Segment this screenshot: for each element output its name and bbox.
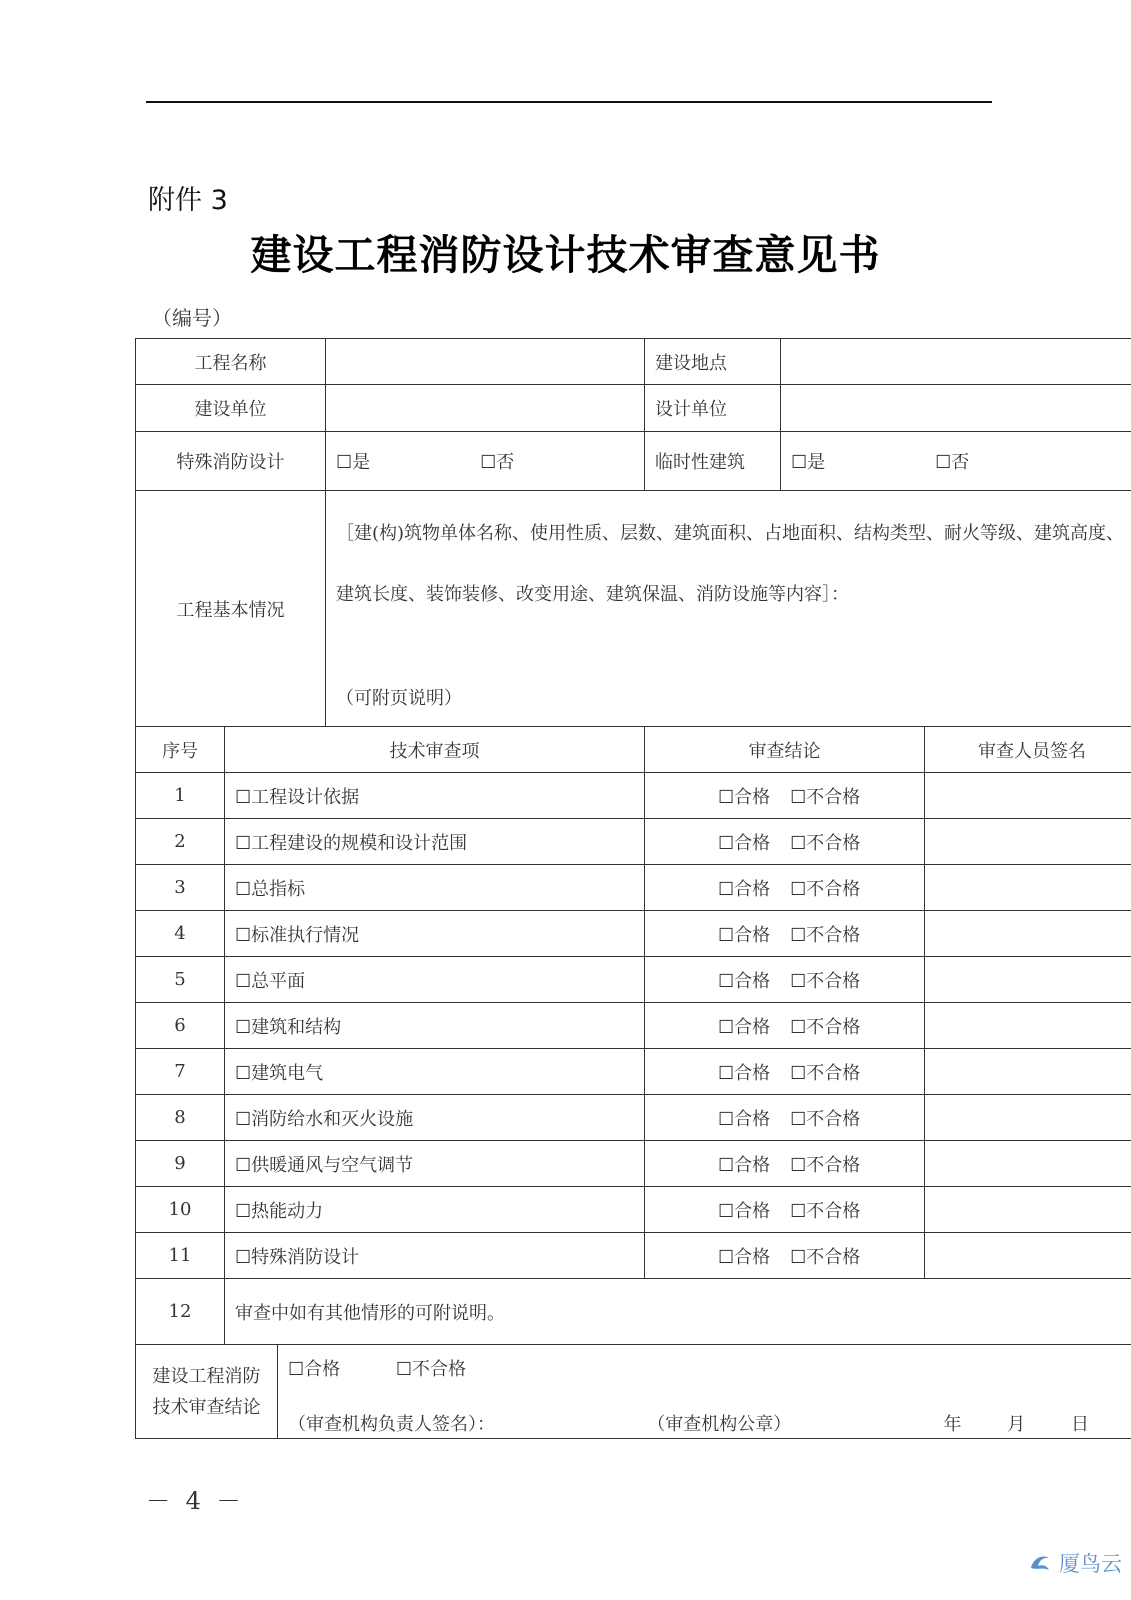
row-number: 2 bbox=[136, 819, 225, 865]
conclusion-cell bbox=[645, 1003, 925, 1049]
pass-checkbox[interactable]: ☐合格 bbox=[718, 832, 771, 854]
row-number: 6 bbox=[136, 1003, 225, 1049]
final-conclusion-label bbox=[136, 1345, 278, 1439]
review-form-table bbox=[135, 338, 1131, 1439]
project-name-row bbox=[136, 339, 1131, 385]
signature-line bbox=[288, 1410, 1129, 1436]
final-conclusion-options bbox=[288, 1351, 1129, 1410]
other-notes-row bbox=[136, 1279, 1131, 1345]
pass-checkbox[interactable]: ☐合格 bbox=[718, 1154, 771, 1176]
reviewer-signature-field[interactable] bbox=[925, 911, 1131, 957]
document-title: 建设工程消防设计技术审查意见书 bbox=[250, 231, 881, 279]
other-notes-field[interactable]: 审查中如有其他情形的可附说明。 bbox=[225, 1279, 1131, 1345]
review-item-checkbox[interactable]: ☐消防给水和灭火设施 bbox=[225, 1095, 645, 1141]
fail-checkbox[interactable]: ☐不合格 bbox=[790, 1108, 861, 1130]
review-row bbox=[136, 865, 1131, 911]
header-number: 序号 bbox=[136, 727, 225, 773]
conclusion-cell bbox=[645, 1049, 925, 1095]
special-design-no-checkbox[interactable]: ☐否 bbox=[480, 452, 515, 473]
location-field[interactable] bbox=[781, 339, 1131, 385]
review-item-checkbox[interactable]: ☐建筑和结构 bbox=[225, 1003, 645, 1049]
row-number: 12 bbox=[136, 1279, 225, 1345]
review-header-row bbox=[136, 727, 1131, 773]
basic-info-note: （可附页说明） bbox=[336, 688, 462, 709]
pass-checkbox[interactable]: ☐合格 bbox=[718, 786, 771, 808]
review-row bbox=[136, 1187, 1131, 1233]
review-row bbox=[136, 1003, 1131, 1049]
final-conclusion-cell bbox=[278, 1345, 1131, 1439]
fail-checkbox[interactable]: ☐不合格 bbox=[790, 1154, 861, 1176]
temp-building-no-checkbox[interactable]: ☐否 bbox=[935, 452, 970, 473]
final-conclusion-label-line1: 建设工程消防 bbox=[152, 1365, 261, 1387]
fail-checkbox[interactable]: ☐不合格 bbox=[790, 1200, 861, 1222]
design-unit-field[interactable] bbox=[781, 385, 1131, 432]
special-design-options bbox=[326, 432, 645, 491]
design-unit-label: 设计单位 bbox=[645, 385, 781, 432]
reviewer-signature-field[interactable] bbox=[925, 1141, 1131, 1187]
pass-checkbox[interactable]: ☐合格 bbox=[718, 1108, 771, 1130]
row-number: 10 bbox=[136, 1187, 225, 1233]
temp-building-yes-checkbox[interactable]: ☐是 bbox=[791, 452, 826, 473]
conclusion-cell bbox=[645, 911, 925, 957]
review-item-checkbox[interactable]: ☐特殊消防设计 bbox=[225, 1233, 645, 1279]
reviewer-signature-field[interactable] bbox=[925, 1233, 1131, 1279]
review-row bbox=[136, 819, 1131, 865]
unit-row bbox=[136, 385, 1131, 432]
header-reviewer-signature: 审查人员签名 bbox=[925, 727, 1131, 773]
conclusion-cell bbox=[645, 1187, 925, 1233]
project-name-label: 工程名称 bbox=[136, 339, 326, 385]
review-item-checkbox[interactable]: ☐标准执行情况 bbox=[225, 911, 645, 957]
row-number: 8 bbox=[136, 1095, 225, 1141]
reviewer-signature-field[interactable] bbox=[925, 1003, 1131, 1049]
basic-info-instructions: ［建(构)筑物单体名称、使用性质、层数、建筑面积、占地面积、结构类型、耐火等级、建筑高度、建筑长度、装饰装修、改变用途、建筑保温、消防设施等内容］： bbox=[336, 523, 1125, 605]
review-item-checkbox[interactable]: ☐总指标 bbox=[225, 865, 645, 911]
review-row bbox=[136, 1095, 1131, 1141]
row-number: 3 bbox=[136, 865, 225, 911]
row-number: 4 bbox=[136, 911, 225, 957]
special-design-yes-checkbox[interactable]: ☐是 bbox=[336, 452, 371, 473]
conclusion-cell bbox=[645, 773, 925, 819]
review-item-checkbox[interactable]: ☐供暖通风与空气调节 bbox=[225, 1141, 645, 1187]
fail-checkbox[interactable]: ☐不合格 bbox=[790, 1246, 861, 1268]
special-design-label: 特殊消防设计 bbox=[136, 432, 326, 491]
month-label[interactable]: 月 bbox=[1007, 1414, 1026, 1435]
build-unit-field[interactable] bbox=[326, 385, 645, 432]
bird-logo-icon bbox=[1025, 1548, 1055, 1578]
day-label[interactable]: 日 bbox=[1071, 1414, 1089, 1435]
row-number: 1 bbox=[136, 773, 225, 819]
row-number: 9 bbox=[136, 1141, 225, 1187]
pass-checkbox[interactable]: ☐合格 bbox=[718, 1016, 771, 1038]
review-row bbox=[136, 957, 1131, 1003]
review-row bbox=[136, 1233, 1131, 1279]
review-row bbox=[136, 773, 1131, 819]
review-item-checkbox[interactable]: ☐建筑电气 bbox=[225, 1049, 645, 1095]
pass-checkbox[interactable]: ☐合格 bbox=[718, 878, 771, 900]
fail-checkbox[interactable]: ☐不合格 bbox=[790, 878, 861, 900]
final-conclusion-row bbox=[136, 1345, 1131, 1439]
special-design-row bbox=[136, 432, 1131, 491]
agency-head-signature-label[interactable]: （审查机构负责人签名）： bbox=[288, 1414, 495, 1435]
final-conclusion-label-line2: 技术审查结论 bbox=[152, 1396, 261, 1418]
attachment-label: 附件 3 bbox=[148, 185, 228, 216]
fail-checkbox[interactable]: ☐不合格 bbox=[790, 1062, 861, 1084]
date-fields bbox=[944, 1410, 1089, 1436]
page-number: － 4 － bbox=[146, 1487, 245, 1515]
reviewer-signature-field[interactable] bbox=[925, 1187, 1131, 1233]
conclusion-cell bbox=[645, 1141, 925, 1187]
year-label[interactable]: 年 bbox=[943, 1414, 962, 1435]
reviewer-signature-field[interactable] bbox=[925, 773, 1131, 819]
location-label: 建设地点 bbox=[645, 339, 781, 385]
fail-checkbox[interactable]: ☐不合格 bbox=[790, 832, 861, 854]
pass-checkbox[interactable]: ☐合格 bbox=[718, 1246, 771, 1268]
reviewer-signature-field[interactable] bbox=[925, 1049, 1131, 1095]
review-row bbox=[136, 1141, 1131, 1187]
fail-checkbox[interactable]: ☐不合格 bbox=[790, 970, 861, 992]
temp-building-label: 临时性建筑 bbox=[645, 432, 781, 491]
reviewer-signature-field[interactable] bbox=[925, 957, 1131, 1003]
header-review-item: 技术审查项 bbox=[225, 727, 645, 773]
watermark-logo bbox=[1025, 1548, 1122, 1578]
fail-checkbox[interactable]: ☐不合格 bbox=[790, 786, 861, 808]
reviewer-signature-field[interactable] bbox=[925, 1095, 1131, 1141]
pass-checkbox[interactable]: ☐合格 bbox=[718, 924, 771, 946]
fail-checkbox[interactable]: ☐不合格 bbox=[790, 1016, 861, 1038]
conclusion-cell bbox=[645, 819, 925, 865]
basic-info-field[interactable] bbox=[326, 491, 1131, 727]
agency-seal-label: （审查机构公章） bbox=[647, 1414, 792, 1435]
pass-checkbox[interactable]: ☐合格 bbox=[718, 970, 771, 992]
build-unit-label: 建设单位 bbox=[136, 385, 326, 432]
project-name-field[interactable] bbox=[326, 339, 645, 385]
header-conclusion: 审查结论 bbox=[645, 727, 925, 773]
row-number: 11 bbox=[136, 1233, 225, 1279]
basic-info-label: 工程基本情况 bbox=[136, 491, 326, 727]
basic-info-row bbox=[136, 491, 1131, 727]
conclusion-cell bbox=[645, 957, 925, 1003]
conclusion-cell bbox=[645, 1233, 925, 1279]
review-item-checkbox[interactable]: ☐工程建设的规模和设计范围 bbox=[225, 819, 645, 865]
row-number: 5 bbox=[136, 957, 225, 1003]
temp-building-options bbox=[781, 432, 1131, 491]
conclusion-cell bbox=[645, 865, 925, 911]
review-row bbox=[136, 1049, 1131, 1095]
row-number: 7 bbox=[136, 1049, 225, 1095]
review-item-checkbox[interactable]: ☐热能动力 bbox=[225, 1187, 645, 1233]
reviewer-signature-field[interactable] bbox=[925, 865, 1131, 911]
final-fail-checkbox[interactable]: ☐不合格 bbox=[395, 1359, 467, 1380]
review-item-checkbox[interactable]: ☐总平面 bbox=[225, 957, 645, 1003]
conclusion-cell bbox=[645, 1095, 925, 1141]
final-pass-checkbox[interactable]: ☐合格 bbox=[288, 1359, 341, 1380]
serial-number-label: （编号） bbox=[152, 306, 232, 330]
pass-checkbox[interactable]: ☐合格 bbox=[718, 1200, 771, 1222]
review-row bbox=[136, 911, 1131, 957]
reviewer-signature-field[interactable] bbox=[925, 819, 1131, 865]
header-rule bbox=[146, 101, 992, 103]
pass-checkbox[interactable]: ☐合格 bbox=[718, 1062, 771, 1084]
review-item-checkbox[interactable]: ☐工程设计依据 bbox=[225, 773, 645, 819]
watermark-name: 厦鸟云 bbox=[1059, 1552, 1122, 1576]
fail-checkbox[interactable]: ☐不合格 bbox=[790, 924, 861, 946]
